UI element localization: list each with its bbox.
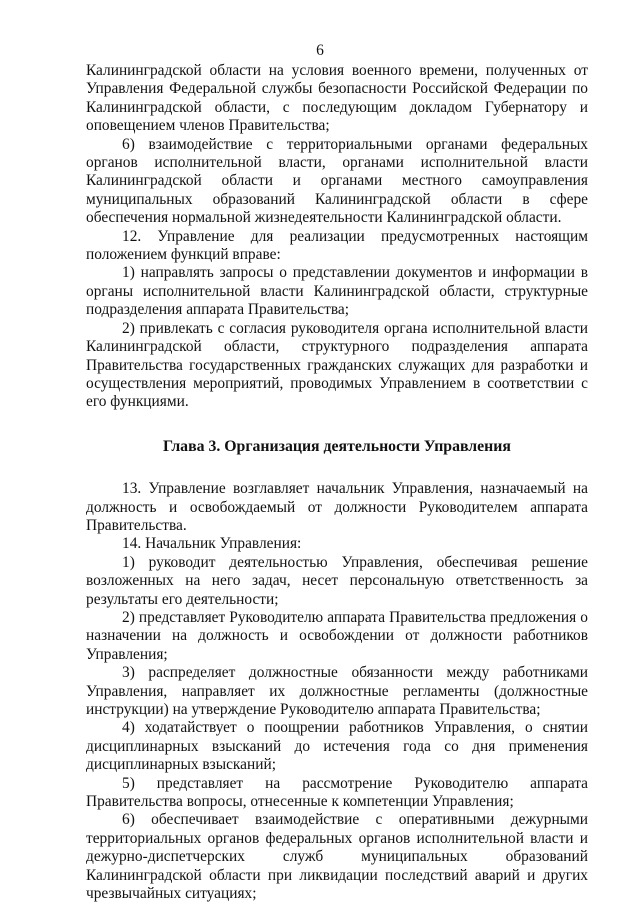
paragraph-14-item-6: 6) обеспечивает взаимодействие с оперативными дежурными территориальных органов федеральных органов исполнительной власти и дежурно-диспетчерских служб муниципальных образований Калининградской области при ликвидации последствий аварий и других чрезвычайных ситуациях; <box>86 811 588 903</box>
paragraph-12-item-1: 1) направлять запросы о представлении документов и информации в органы исполнительной власти Калининградской области, структурные подразделения аппарата Правительства; <box>86 264 588 319</box>
paragraph-12-item-2: 2) привлекать с согласия руководителя органа исполнительной власти Калининградской области, структурного подразделения аппарата Правительства государственных гражданских служащих для разработки и осуществления мероприятий, проводимых Управлением в соответствии с его функциями. <box>86 319 588 411</box>
chapter-heading: Глава 3. Организация деятельности Управления <box>163 437 511 455</box>
paragraph-14-item-2: 2) представляет Руководителю аппарата Правительства предложения о назначении на должность и освобождении от должности работников Управления; <box>86 608 588 663</box>
paragraph-14-item-4: 4) ходатайствует о поощрении работников Управления, о снятии дисциплинарных взысканий до истечения года со дня применения дисциплинарных взысканий; <box>86 719 588 774</box>
paragraph-item-6: 6) взаимодействие с территориальными органами федеральных органов исполнительной власти, органами исполнительной власти Калининградской области и органами местного самоуправления муниципальных образований Калининградской области в сфере обеспечения нормальной жизнедеятельности Калининградской области. <box>86 135 588 227</box>
paragraph-14-item-3: 3) распределяет должностные обязанности между работниками Управления, направляет их должностные регламенты (должностные инструкции) на утверждение Руководителю аппарата Правительства; <box>86 664 588 718</box>
paragraph-14-item-5: 5) представляет на рассмотрение Руководителю аппарата Правительства вопросы, отнесенные к компетенции Управления; <box>86 774 588 811</box>
paragraph-12: 12. Управление для реализации предусмотренных настоящим положением функций вправе: <box>86 227 588 264</box>
paragraph-14: 14. Начальник Управления: <box>122 535 302 553</box>
paragraph-13: 13. Управление возглавляет начальник Управления, назначаемый на должность и освобождаемый от должности Руководителем аппарата Правительства. <box>86 480 588 534</box>
paragraph-14-item-1: 1) руководит деятельностью Управления, обеспечивая решение возложенных на него задач, несет персональную ответственность за результаты его деятельности; <box>86 553 588 608</box>
document-body <box>86 62 588 903</box>
paragraph-continuation: Калининградской области на условия военного времени, полученных от Управления Федеральной службы безопасности Российской Федерации по Калининградской области, с последующим докладом Губернатору и оповещением членов Правительства; <box>86 62 588 135</box>
page-number: 6 <box>316 42 324 59</box>
